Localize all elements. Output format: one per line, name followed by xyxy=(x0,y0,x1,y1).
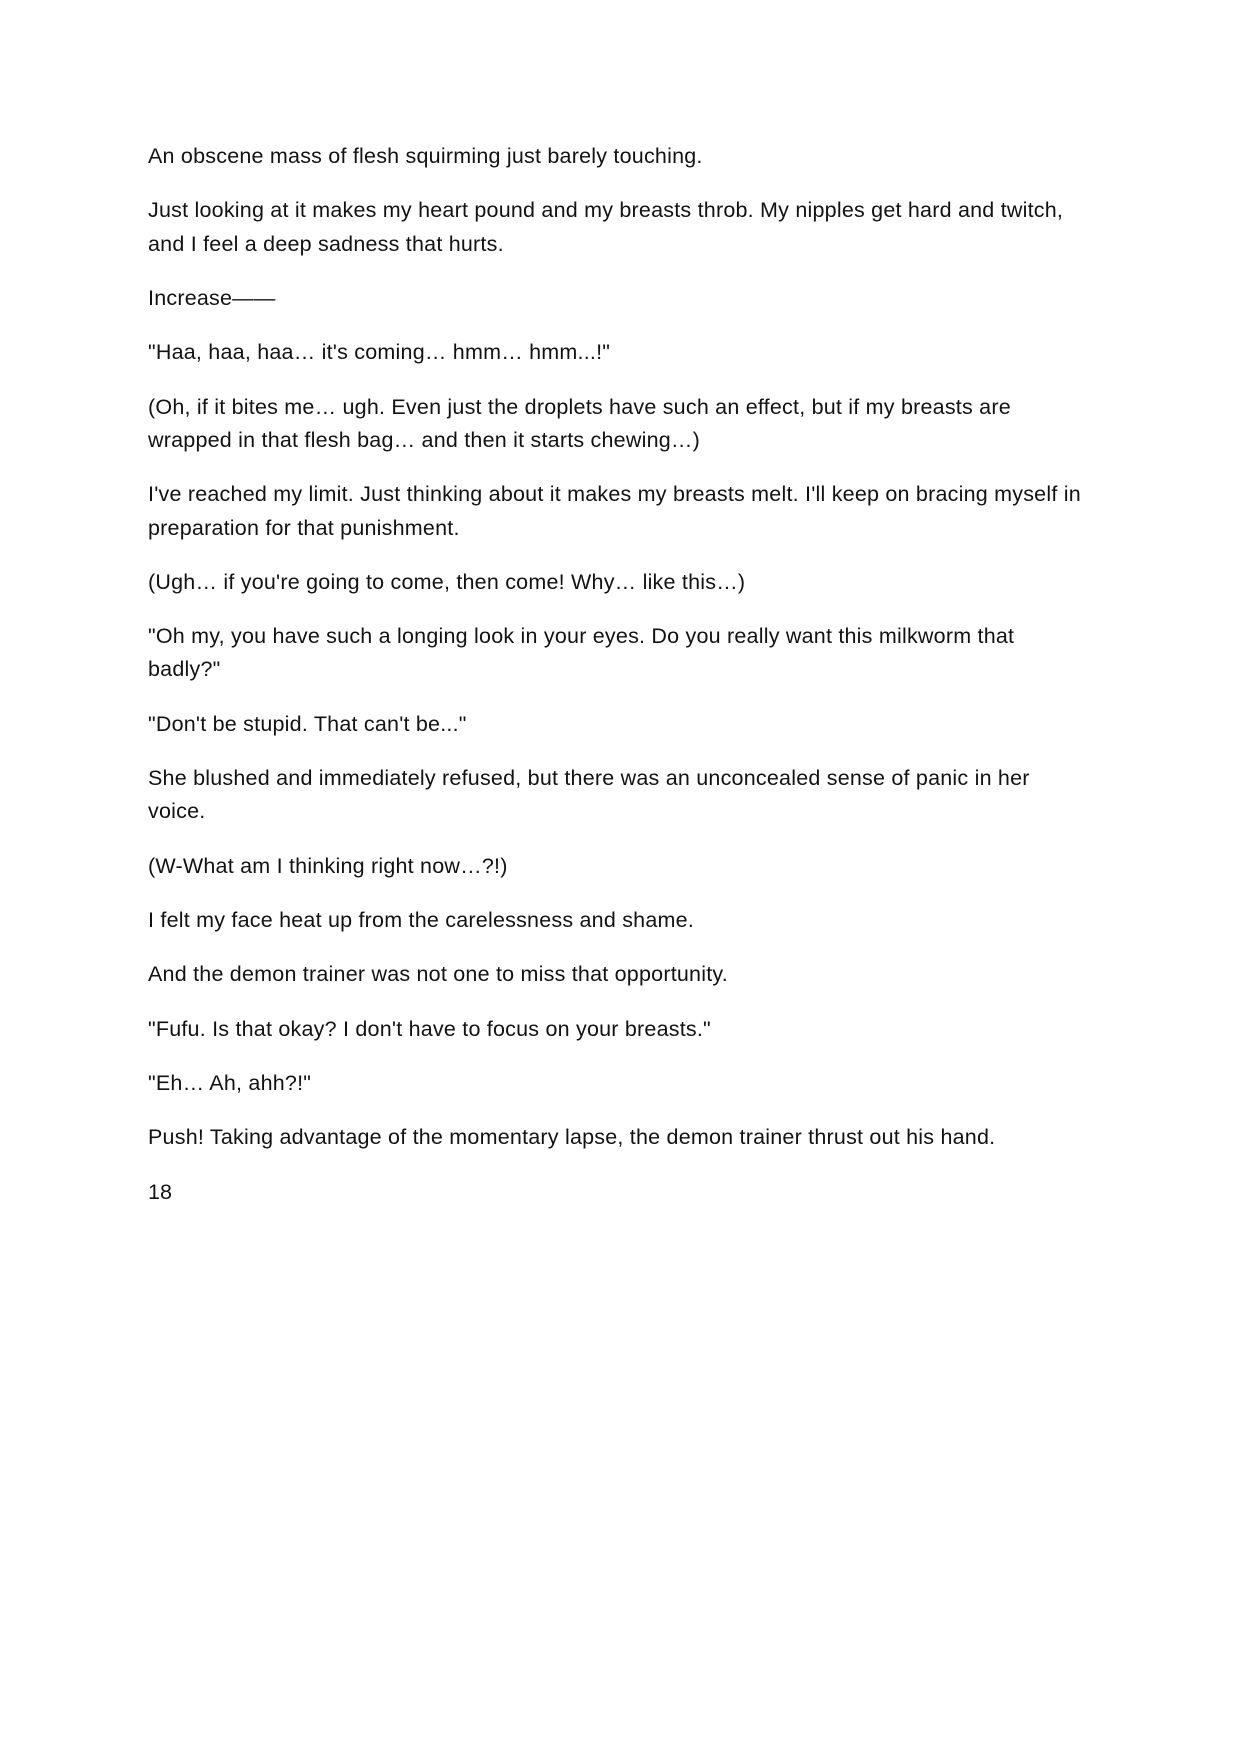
paragraph: "Oh my, you have such a longing look in your eyes. Do you really want this milkworm that badly?" xyxy=(148,624,1015,682)
paragraph: I've reached my limit. Just thinking about it makes my breasts melt. I'll keep on bracing myself in preparation for that punishment. xyxy=(148,482,1081,540)
paragraph: Just looking at it makes my heart pound and my breasts throb. My nipples get hard and twitch, and I feel a deep sadness that hurts. xyxy=(148,198,1064,256)
paragraph: "Fufu. Is that okay? I don't have to focus on your breasts." xyxy=(148,1016,711,1041)
paragraph: (W-What am I thinking right now…?!) xyxy=(148,853,508,878)
paragraph: And the demon trainer was not one to miss that opportunity. xyxy=(148,962,728,987)
paragraph: An obscene mass of flesh squirming just barely touching. xyxy=(148,144,703,168)
page-number: 18 xyxy=(148,1179,172,1204)
paragraph: She blushed and immediately refused, but there was an unconcealed sense of panic in her voice. xyxy=(148,766,1030,824)
paragraph: (Ugh… if you're going to come, then come! Why… like this…) xyxy=(148,569,746,594)
document-body xyxy=(148,140,1091,1155)
paragraph: Push! Taking advantage of the momentary lapse, the demon trainer thrust out his hand. xyxy=(148,1125,996,1150)
paragraph: "Haa, haa, haa… it's coming… hmm… hmm...!" xyxy=(148,340,611,365)
paragraph: "Don't be stupid. That can't be..." xyxy=(148,711,467,736)
paragraph: "Eh… Ah, ahh?!" xyxy=(148,1070,312,1095)
paragraph: Increase—— xyxy=(148,285,276,310)
paragraph: (Oh, if it bites me… ugh. Even just the droplets have such an effect, but if my breasts are wrapped in that flesh bag… and then it starts chewing…) xyxy=(148,394,1011,452)
paragraph: I felt my face heat up from the carelessness and shame. xyxy=(148,908,695,932)
